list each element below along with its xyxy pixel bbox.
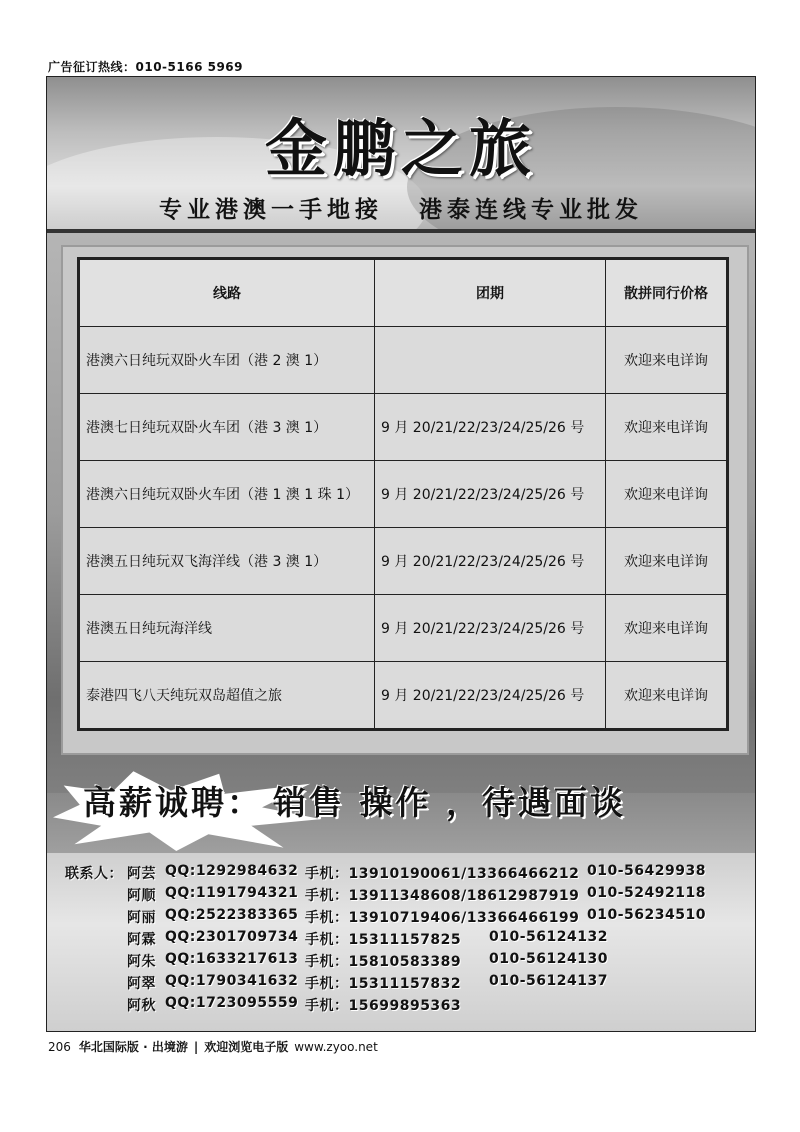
page-footer (48, 1038, 378, 1055)
contact-qq: QQ:1723095559 (165, 995, 299, 1011)
dates-cell: 9 月 20/21/22/23/24/25/26 号 (375, 461, 606, 528)
contact-tel: 010-56234510 (587, 907, 706, 923)
tagline-part: 专业港澳一手地接 (159, 197, 383, 223)
brand-title: 金鹏之旅 (264, 112, 537, 185)
table-row (79, 595, 728, 662)
table-row (79, 327, 728, 394)
dates-cell: 9 月 20/21/22/23/24/25/26 号 (375, 595, 606, 662)
advertisement-frame (46, 76, 756, 1032)
price-cell: 欢迎来电详询 (606, 327, 728, 394)
contact-qq: QQ:2522383365 (165, 907, 299, 923)
contact-qq: QQ:1191794321 (165, 885, 299, 901)
contact-mobile: 手机：13911348608/18612987919 (305, 888, 580, 904)
contact-name: 阿朱 (127, 954, 156, 970)
table-header-row (79, 259, 728, 327)
contact-qq: QQ:1292984632 (165, 863, 299, 879)
table-row (79, 461, 728, 528)
route-cell: 港澳六日纯玩双卧火车团（港 1 澳 1 珠 1） (79, 461, 375, 528)
route-table (77, 257, 729, 731)
dates-cell (375, 327, 606, 394)
header-dates: 团期 (375, 259, 606, 327)
footer-separator: | (193, 1040, 199, 1054)
contact-name: 阿顺 (127, 888, 156, 904)
price-cell: 欢迎来电详询 (606, 394, 728, 461)
header-price: 散拼同行价格 (606, 259, 728, 327)
contact-mobile: 手机：15311157825 (305, 932, 462, 948)
brand-banner (47, 77, 755, 233)
recruitment-body: 销售 操作 ，待遇面谈 (273, 783, 626, 822)
tagline-part: 港泰连线专业批发 (419, 197, 643, 223)
price-cell: 欢迎来电详询 (606, 662, 728, 730)
contact-name: 阿翠 (127, 976, 156, 992)
contact-name: 阿芸 (127, 866, 156, 882)
table-row (79, 528, 728, 595)
contact-tel: 010-52492118 (587, 885, 706, 901)
contact-mobile: 手机：15311157832 (305, 976, 462, 992)
contact-qq: QQ:1633217613 (165, 951, 299, 967)
contact-name: 阿霖 (127, 932, 156, 948)
contact-mobile: 手机：15699895363 (305, 998, 462, 1014)
recruitment-text (83, 777, 626, 824)
recruitment-title: 高薪诚聘： (83, 783, 263, 822)
table-row (79, 394, 728, 461)
contact-tel: 010-56124132 (489, 929, 608, 945)
route-cell: 泰港四飞八天纯玩双岛超值之旅 (79, 662, 375, 730)
contact-name: 阿秋 (127, 998, 156, 1014)
route-cell: 港澳五日纯玩双飞海洋线（港 3 澳 1） (79, 528, 375, 595)
website-link[interactable]: www.zyoo.net (294, 1040, 378, 1054)
route-panel (61, 245, 749, 755)
route-cell: 港澳五日纯玩海洋线 (79, 595, 375, 662)
footer-slogan: 欢迎浏览电子版 (204, 1040, 289, 1054)
price-cell: 欢迎来电详询 (606, 595, 728, 662)
route-cell: 港澳六日纯玩双卧火车团（港 2 澳 1） (79, 327, 375, 394)
price-cell: 欢迎来电详询 (606, 528, 728, 595)
publication-name: 华北国际版 · 出境游 (78, 1040, 188, 1054)
recruitment-banner (47, 767, 755, 857)
contact-section (47, 853, 755, 1031)
contact-label: 联系人： (65, 866, 123, 882)
contact-mobile: 手机：13910190061/13366466212 (305, 866, 580, 882)
contact-qq: QQ:2301709734 (165, 929, 299, 945)
contact-name: 阿丽 (127, 910, 156, 926)
dates-cell: 9 月 20/21/22/23/24/25/26 号 (375, 662, 606, 730)
route-cell: 港澳七日纯玩双卧火车团（港 3 澳 1） (79, 394, 375, 461)
contact-tel: 010-56124137 (489, 973, 608, 989)
contact-qq: QQ:1790341632 (165, 973, 299, 989)
contact-tel: 010-56429938 (587, 863, 706, 879)
header-route: 线路 (79, 259, 375, 327)
dates-cell: 9 月 20/21/22/23/24/25/26 号 (375, 394, 606, 461)
contact-mobile: 手机：13910719406/13366466199 (305, 910, 580, 926)
tagline (47, 191, 755, 224)
contact-mobile: 手机：15810583389 (305, 954, 462, 970)
table-row (79, 662, 728, 730)
ad-hotline: 广告征订热线：010-5166 5969 (48, 60, 244, 74)
page-number: 206 (48, 1040, 71, 1054)
dates-cell: 9 月 20/21/22/23/24/25/26 号 (375, 528, 606, 595)
price-cell: 欢迎来电详询 (606, 461, 728, 528)
contact-tel: 010-56124130 (489, 951, 608, 967)
